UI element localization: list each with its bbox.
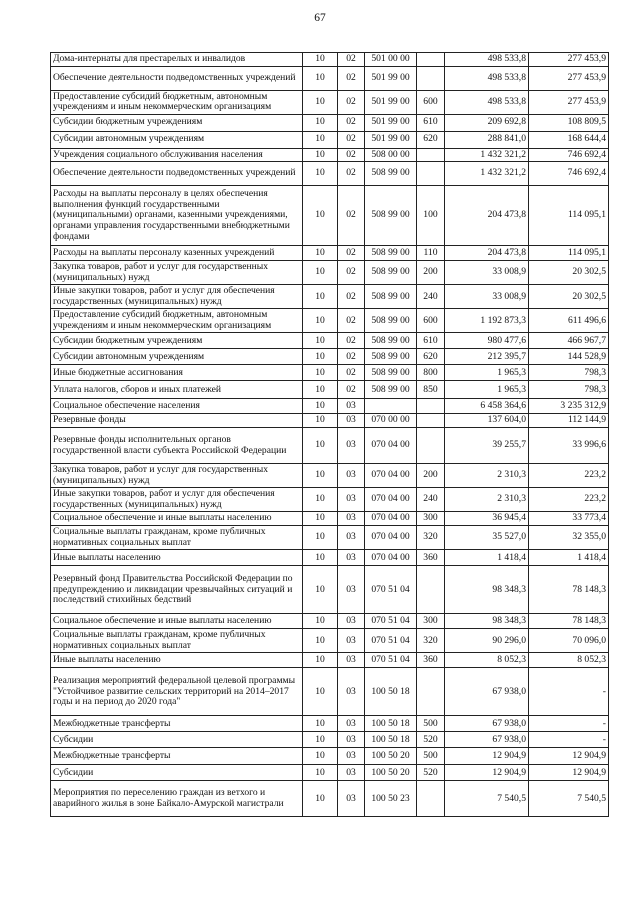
section-code-cell: 10 xyxy=(303,566,338,614)
target-article-cell: 508 99 00 xyxy=(365,365,417,381)
amount-executed-cell: 1 418,4 xyxy=(529,550,609,566)
expense-type-cell: 320 xyxy=(417,526,445,550)
expense-type-cell: 360 xyxy=(417,653,445,668)
expense-type-cell xyxy=(417,781,445,817)
table-row xyxy=(51,512,609,526)
amount-approved-cell: 98 348,3 xyxy=(445,566,529,614)
table-row xyxy=(51,428,609,464)
target-article-cell: 508 99 00 xyxy=(365,285,417,309)
section-code-cell: 10 xyxy=(303,114,338,131)
section-code-cell: 10 xyxy=(303,629,338,653)
expense-type-cell: 100 xyxy=(417,186,445,246)
target-article-cell: 501 99 00 xyxy=(365,90,417,114)
table-row xyxy=(51,66,609,90)
section-code-cell: 10 xyxy=(303,414,338,428)
target-article-cell: 508 99 00 xyxy=(365,186,417,246)
expense-type-cell: 240 xyxy=(417,285,445,309)
amount-executed-cell: 223,2 xyxy=(529,488,609,512)
amount-executed-cell: 12 904,9 xyxy=(529,765,609,781)
expense-type-cell: 500 xyxy=(417,716,445,732)
subsection-code-cell: 02 xyxy=(338,186,365,246)
expense-type-cell xyxy=(417,66,445,90)
amount-executed-cell: - xyxy=(529,716,609,732)
subsection-code-cell: 03 xyxy=(338,488,365,512)
section-code-cell: 10 xyxy=(303,333,338,349)
expense-type-cell: 300 xyxy=(417,512,445,526)
amount-approved-cell: 137 604,0 xyxy=(445,414,529,428)
amount-executed-cell: 746 692,4 xyxy=(529,162,609,186)
subsection-code-cell: 02 xyxy=(338,261,365,285)
expense-type-cell xyxy=(417,566,445,614)
amount-approved-cell: 498 533,8 xyxy=(445,66,529,90)
amount-approved-cell: 980 477,6 xyxy=(445,333,529,349)
expense-name-cell: Реализация мероприятий федеральной целевой программы "Устойчивое развитие сельских территорий на 2014–2017 годы и на период до 2020 года" xyxy=(51,668,303,716)
expense-name-cell: Обеспечение деятельности подведомственных учреждений xyxy=(51,162,303,186)
subsection-code-cell: 03 xyxy=(338,550,365,566)
target-article-cell xyxy=(365,399,417,414)
amount-approved-cell: 209 692,8 xyxy=(445,114,529,131)
section-code-cell: 10 xyxy=(303,399,338,414)
expense-type-cell: 600 xyxy=(417,309,445,333)
section-code-cell: 10 xyxy=(303,732,338,748)
amount-executed-cell: 32 355,0 xyxy=(529,526,609,550)
section-code-cell: 10 xyxy=(303,131,338,148)
expense-type-cell: 300 xyxy=(417,614,445,629)
subsection-code-cell: 02 xyxy=(338,148,365,162)
amount-executed-cell: 168 644,4 xyxy=(529,131,609,148)
amount-executed-cell: 114 095,1 xyxy=(529,186,609,246)
section-code-cell: 10 xyxy=(303,488,338,512)
amount-executed-cell: 112 144,9 xyxy=(529,414,609,428)
target-article-cell: 508 00 00 xyxy=(365,148,417,162)
section-code-cell: 10 xyxy=(303,90,338,114)
target-article-cell: 070 04 00 xyxy=(365,428,417,464)
expense-type-cell xyxy=(417,399,445,414)
expense-name-cell: Иные закупки товаров, работ и услуг для обеспечения государственных (муниципальных) нужд xyxy=(51,488,303,512)
amount-approved-cell: 1 965,3 xyxy=(445,381,529,399)
expense-type-cell: 610 xyxy=(417,114,445,131)
section-code-cell: 10 xyxy=(303,526,338,550)
section-code-cell: 10 xyxy=(303,781,338,817)
target-article-cell: 070 51 04 xyxy=(365,629,417,653)
target-article-cell: 508 99 00 xyxy=(365,349,417,365)
table-row xyxy=(51,668,609,716)
expense-name-cell: Расходы на выплаты персоналу казенных учреждений xyxy=(51,246,303,261)
section-code-cell: 10 xyxy=(303,512,338,526)
table-row xyxy=(51,53,609,67)
target-article-cell: 070 04 00 xyxy=(365,488,417,512)
expense-type-cell: 200 xyxy=(417,464,445,488)
target-article-cell: 501 00 00 xyxy=(365,53,417,67)
expense-type-cell: 360 xyxy=(417,550,445,566)
subsection-code-cell: 02 xyxy=(338,131,365,148)
amount-approved-cell: 1 418,4 xyxy=(445,550,529,566)
subsection-code-cell: 02 xyxy=(338,349,365,365)
section-code-cell: 10 xyxy=(303,309,338,333)
amount-executed-cell: 466 967,7 xyxy=(529,333,609,349)
table-row xyxy=(51,781,609,817)
expense-type-cell: 620 xyxy=(417,349,445,365)
subsection-code-cell: 02 xyxy=(338,381,365,399)
table-row xyxy=(51,464,609,488)
amount-executed-cell: 20 302,5 xyxy=(529,285,609,309)
target-article-cell: 501 99 00 xyxy=(365,66,417,90)
target-article-cell: 508 99 00 xyxy=(365,381,417,399)
table-row xyxy=(51,148,609,162)
amount-executed-cell: 3 235 312,9 xyxy=(529,399,609,414)
amount-approved-cell: 7 540,5 xyxy=(445,781,529,817)
amount-approved-cell: 212 395,7 xyxy=(445,349,529,365)
expense-type-cell: 610 xyxy=(417,333,445,349)
target-article-cell: 508 99 00 xyxy=(365,246,417,261)
subsection-code-cell: 02 xyxy=(338,66,365,90)
amount-executed-cell: 78 148,3 xyxy=(529,566,609,614)
amount-approved-cell: 204 473,8 xyxy=(445,246,529,261)
expense-name-cell: Закупка товаров, работ и услуг для государственных (муниципальных) нужд xyxy=(51,261,303,285)
amount-approved-cell: 2 310,3 xyxy=(445,488,529,512)
table-row xyxy=(51,90,609,114)
table-row xyxy=(51,732,609,748)
table-row xyxy=(51,309,609,333)
table-body xyxy=(51,53,609,817)
expense-type-cell: 240 xyxy=(417,488,445,512)
amount-approved-cell: 33 008,9 xyxy=(445,261,529,285)
section-code-cell: 10 xyxy=(303,66,338,90)
subsection-code-cell: 03 xyxy=(338,428,365,464)
target-article-cell: 070 51 04 xyxy=(365,566,417,614)
expense-name-cell: Резервные фонды xyxy=(51,414,303,428)
amount-approved-cell: 33 008,9 xyxy=(445,285,529,309)
table-row xyxy=(51,381,609,399)
table-row xyxy=(51,114,609,131)
amount-executed-cell: 12 904,9 xyxy=(529,748,609,765)
table-row xyxy=(51,246,609,261)
expense-name-cell: Уплата налогов, сборов и иных платежей xyxy=(51,381,303,399)
target-article-cell: 100 50 18 xyxy=(365,732,417,748)
amount-executed-cell: 78 148,3 xyxy=(529,614,609,629)
expense-name-cell: Учреждения социального обслуживания населения xyxy=(51,148,303,162)
amount-executed-cell: 7 540,5 xyxy=(529,781,609,817)
subsection-code-cell: 03 xyxy=(338,653,365,668)
table-row xyxy=(51,566,609,614)
expense-name-cell: Субсидии бюджетным учреждениям xyxy=(51,333,303,349)
amount-approved-cell: 1 192 873,3 xyxy=(445,309,529,333)
expense-type-cell: 200 xyxy=(417,261,445,285)
target-article-cell: 501 99 00 xyxy=(365,114,417,131)
section-code-cell: 10 xyxy=(303,381,338,399)
expense-name-cell: Предоставление субсидий бюджетным, автономным учреждениям и иным некоммерческим организациям xyxy=(51,309,303,333)
target-article-cell: 508 99 00 xyxy=(365,261,417,285)
subsection-code-cell: 02 xyxy=(338,333,365,349)
section-code-cell: 10 xyxy=(303,748,338,765)
section-code-cell: 10 xyxy=(303,550,338,566)
expense-type-cell: 520 xyxy=(417,765,445,781)
expense-name-cell: Социальные выплаты гражданам, кроме публичных нормативных социальных выплат xyxy=(51,526,303,550)
subsection-code-cell: 03 xyxy=(338,614,365,629)
expense-type-cell xyxy=(417,668,445,716)
expense-name-cell: Социальное обеспечение и иные выплаты населению xyxy=(51,512,303,526)
expense-name-cell: Социальное обеспечение населения xyxy=(51,399,303,414)
amount-executed-cell: 277 453,9 xyxy=(529,66,609,90)
expense-type-cell: 800 xyxy=(417,365,445,381)
expense-name-cell: Субсидии автономным учреждениям xyxy=(51,131,303,148)
amount-approved-cell: 1 432 321,2 xyxy=(445,162,529,186)
target-article-cell: 070 51 04 xyxy=(365,653,417,668)
subsection-code-cell: 02 xyxy=(338,90,365,114)
subsection-code-cell: 03 xyxy=(338,732,365,748)
table-row xyxy=(51,614,609,629)
amount-approved-cell: 39 255,7 xyxy=(445,428,529,464)
amount-executed-cell: 144 528,9 xyxy=(529,349,609,365)
amount-executed-cell: 611 496,6 xyxy=(529,309,609,333)
table-row xyxy=(51,550,609,566)
expense-name-cell: Субсидии xyxy=(51,765,303,781)
target-article-cell: 100 50 20 xyxy=(365,765,417,781)
expense-type-cell: 850 xyxy=(417,381,445,399)
subsection-code-cell: 02 xyxy=(338,246,365,261)
amount-approved-cell: 67 938,0 xyxy=(445,668,529,716)
target-article-cell: 070 00 00 xyxy=(365,414,417,428)
amount-executed-cell: 277 453,9 xyxy=(529,53,609,67)
amount-executed-cell: 798,3 xyxy=(529,381,609,399)
table-row xyxy=(51,488,609,512)
table-row xyxy=(51,131,609,148)
target-article-cell: 501 99 00 xyxy=(365,131,417,148)
amount-approved-cell: 288 841,0 xyxy=(445,131,529,148)
amount-executed-cell: 277 453,9 xyxy=(529,90,609,114)
table-row xyxy=(51,765,609,781)
subsection-code-cell: 03 xyxy=(338,414,365,428)
subsection-code-cell: 03 xyxy=(338,566,365,614)
section-code-cell: 10 xyxy=(303,148,338,162)
amount-executed-cell: 33 996,6 xyxy=(529,428,609,464)
expense-name-cell: Предоставление субсидий бюджетным, автономным учреждениям и иным некоммерческим организациям xyxy=(51,90,303,114)
amount-executed-cell: 70 096,0 xyxy=(529,629,609,653)
table-row xyxy=(51,399,609,414)
table-row xyxy=(51,333,609,349)
expense-type-cell xyxy=(417,162,445,186)
target-article-cell: 508 99 00 xyxy=(365,162,417,186)
amount-approved-cell: 12 904,9 xyxy=(445,765,529,781)
expense-name-cell: Социальное обеспечение и иные выплаты населению xyxy=(51,614,303,629)
expense-type-cell: 520 xyxy=(417,732,445,748)
table-row xyxy=(51,653,609,668)
subsection-code-cell: 03 xyxy=(338,399,365,414)
expense-name-cell: Субсидии бюджетным учреждениям xyxy=(51,114,303,131)
expense-type-cell xyxy=(417,414,445,428)
section-code-cell: 10 xyxy=(303,668,338,716)
target-article-cell: 070 04 00 xyxy=(365,526,417,550)
table-row xyxy=(51,349,609,365)
subsection-code-cell: 03 xyxy=(338,526,365,550)
section-code-cell: 10 xyxy=(303,365,338,381)
target-article-cell: 070 04 00 xyxy=(365,512,417,526)
target-article-cell: 508 99 00 xyxy=(365,333,417,349)
subsection-code-cell: 02 xyxy=(338,162,365,186)
amount-executed-cell: 8 052,3 xyxy=(529,653,609,668)
table-row xyxy=(51,285,609,309)
expense-type-cell: 600 xyxy=(417,90,445,114)
budget-table xyxy=(50,52,609,817)
section-code-cell: 10 xyxy=(303,716,338,732)
amount-approved-cell: 1 965,3 xyxy=(445,365,529,381)
amount-executed-cell: - xyxy=(529,668,609,716)
section-code-cell: 10 xyxy=(303,162,338,186)
amount-approved-cell: 98 348,3 xyxy=(445,614,529,629)
table-row xyxy=(51,716,609,732)
expense-name-cell: Иные выплаты населению xyxy=(51,653,303,668)
table-row xyxy=(51,186,609,246)
expense-name-cell: Иные бюджетные ассигнования xyxy=(51,365,303,381)
amount-approved-cell: 2 310,3 xyxy=(445,464,529,488)
table-row xyxy=(51,748,609,765)
expense-name-cell: Субсидии автономным учреждениям xyxy=(51,349,303,365)
amount-approved-cell: 8 052,3 xyxy=(445,653,529,668)
expense-type-cell xyxy=(417,428,445,464)
target-article-cell: 070 51 04 xyxy=(365,614,417,629)
target-article-cell: 070 04 00 xyxy=(365,464,417,488)
target-article-cell: 100 50 18 xyxy=(365,716,417,732)
expense-type-cell xyxy=(417,53,445,67)
amount-executed-cell: - xyxy=(529,732,609,748)
subsection-code-cell: 03 xyxy=(338,464,365,488)
table-row xyxy=(51,162,609,186)
amount-approved-cell: 498 533,8 xyxy=(445,53,529,67)
expense-name-cell: Мероприятия по переселению граждан из ветхого и аварийного жилья в зоне Байкало-Амурской магистрали xyxy=(51,781,303,817)
amount-executed-cell: 108 809,5 xyxy=(529,114,609,131)
section-code-cell: 10 xyxy=(303,614,338,629)
expense-name-cell: Закупка товаров, работ и услуг для государственных (муниципальных) нужд xyxy=(51,464,303,488)
amount-executed-cell: 20 302,5 xyxy=(529,261,609,285)
section-code-cell: 10 xyxy=(303,53,338,67)
subsection-code-cell: 03 xyxy=(338,629,365,653)
table-row xyxy=(51,414,609,428)
amount-executed-cell: 114 095,1 xyxy=(529,246,609,261)
expense-name-cell: Иные закупки товаров, работ и услуг для обеспечения государственных (муниципальных) нужд xyxy=(51,285,303,309)
subsection-code-cell: 03 xyxy=(338,716,365,732)
amount-approved-cell: 36 945,4 xyxy=(445,512,529,526)
section-code-cell: 10 xyxy=(303,261,338,285)
amount-approved-cell: 1 432 321,2 xyxy=(445,148,529,162)
section-code-cell: 10 xyxy=(303,653,338,668)
expense-type-cell: 620 xyxy=(417,131,445,148)
section-code-cell: 10 xyxy=(303,765,338,781)
expense-name-cell: Межбюджетные трансферты xyxy=(51,748,303,765)
expense-name-cell: Дома-интернаты для престарелых и инвалидов xyxy=(51,53,303,67)
amount-executed-cell: 33 773,4 xyxy=(529,512,609,526)
target-article-cell: 100 50 23 xyxy=(365,781,417,817)
section-code-cell: 10 xyxy=(303,246,338,261)
amount-approved-cell: 6 458 364,6 xyxy=(445,399,529,414)
subsection-code-cell: 03 xyxy=(338,781,365,817)
expense-name-cell: Обеспечение деятельности подведомственных учреждений xyxy=(51,66,303,90)
subsection-code-cell: 02 xyxy=(338,365,365,381)
subsection-code-cell: 02 xyxy=(338,53,365,67)
expense-type-cell: 110 xyxy=(417,246,445,261)
subsection-code-cell: 03 xyxy=(338,748,365,765)
expense-name-cell: Межбюджетные трансферты xyxy=(51,716,303,732)
table-row xyxy=(51,629,609,653)
amount-approved-cell: 67 938,0 xyxy=(445,716,529,732)
expense-name-cell: Резервный фонд Правительства Российской Федерации по предупреждению и ликвидации чрезвычайных ситуаций и последствий стихийных бедствий xyxy=(51,566,303,614)
expense-name-cell: Субсидии xyxy=(51,732,303,748)
amount-executed-cell: 223,2 xyxy=(529,464,609,488)
expense-name-cell: Иные выплаты населению xyxy=(51,550,303,566)
section-code-cell: 10 xyxy=(303,428,338,464)
subsection-code-cell: 02 xyxy=(338,285,365,309)
section-code-cell: 10 xyxy=(303,285,338,309)
expense-name-cell: Социальные выплаты гражданам, кроме публичных нормативных социальных выплат xyxy=(51,629,303,653)
amount-approved-cell: 204 473,8 xyxy=(445,186,529,246)
page-number: 67 xyxy=(314,12,326,24)
table-row xyxy=(51,365,609,381)
amount-approved-cell: 90 296,0 xyxy=(445,629,529,653)
target-article-cell: 100 50 18 xyxy=(365,668,417,716)
target-article-cell: 070 04 00 xyxy=(365,550,417,566)
amount-approved-cell: 498 533,8 xyxy=(445,90,529,114)
target-article-cell: 100 50 20 xyxy=(365,748,417,765)
table-row xyxy=(51,261,609,285)
table-row xyxy=(51,526,609,550)
subsection-code-cell: 03 xyxy=(338,668,365,716)
amount-executed-cell: 746 692,4 xyxy=(529,148,609,162)
section-code-cell: 10 xyxy=(303,186,338,246)
expense-type-cell xyxy=(417,148,445,162)
subsection-code-cell: 03 xyxy=(338,512,365,526)
expense-name-cell: Резервные фонды исполнительных органов государственной власти субъекта Российской Федерации xyxy=(51,428,303,464)
expense-name-cell: Расходы на выплаты персоналу в целях обеспечения выполнения функций государственными (муниципальными) органами, казенными учреждениями, органами управления государственными внебюджетными фондами xyxy=(51,186,303,246)
subsection-code-cell: 02 xyxy=(338,114,365,131)
expense-type-cell: 320 xyxy=(417,629,445,653)
amount-approved-cell: 12 904,9 xyxy=(445,748,529,765)
subsection-code-cell: 02 xyxy=(338,309,365,333)
amount-approved-cell: 67 938,0 xyxy=(445,732,529,748)
section-code-cell: 10 xyxy=(303,464,338,488)
section-code-cell: 10 xyxy=(303,349,338,365)
subsection-code-cell: 03 xyxy=(338,765,365,781)
target-article-cell: 508 99 00 xyxy=(365,309,417,333)
amount-approved-cell: 35 527,0 xyxy=(445,526,529,550)
amount-executed-cell: 798,3 xyxy=(529,365,609,381)
expense-type-cell: 500 xyxy=(417,748,445,765)
